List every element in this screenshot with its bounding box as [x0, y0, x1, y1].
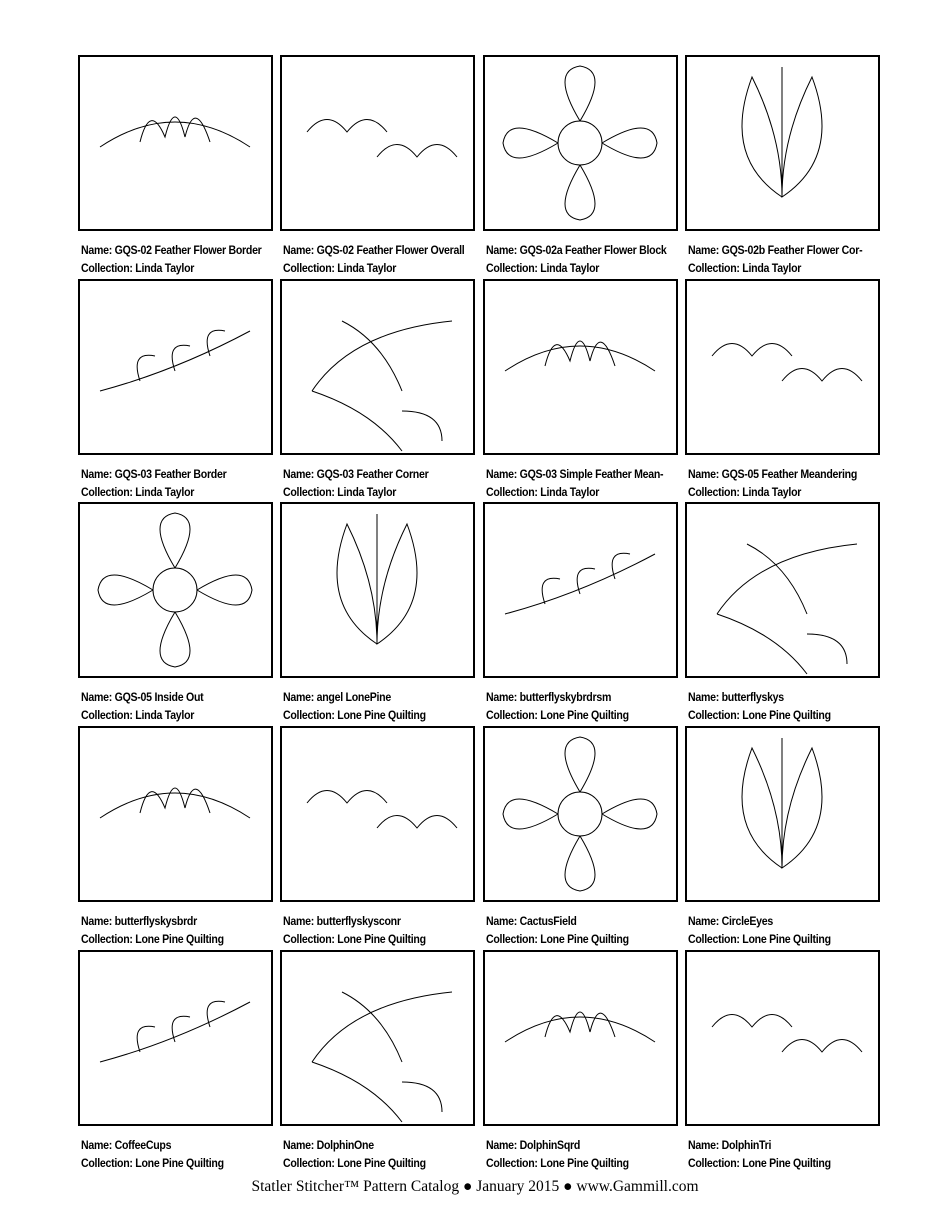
pattern-card — [483, 950, 678, 1173]
pattern-card — [78, 279, 273, 502]
collection-prefix: Collection: — [486, 934, 541, 946]
name-prefix: Name: — [486, 1140, 520, 1152]
pattern-collection — [81, 260, 258, 278]
collection-prefix: Collection: — [486, 710, 541, 722]
pattern-collection — [688, 707, 865, 725]
pattern-thumbnail — [483, 950, 678, 1126]
pattern-card — [78, 55, 273, 278]
collection-prefix: Collection: — [486, 487, 541, 499]
collection-prefix: Collection: — [688, 487, 743, 499]
pattern-name — [81, 466, 258, 484]
pattern-collection — [486, 1155, 663, 1173]
pattern-name — [283, 1137, 460, 1155]
name-prefix: Name: — [486, 692, 520, 704]
pattern-collection-value: Lone Pine Quilting — [135, 1158, 224, 1170]
collection-prefix: Collection: — [81, 263, 136, 275]
collection-prefix: Collection: — [81, 1158, 136, 1170]
name-prefix: Name: — [688, 469, 722, 481]
pattern-collection-value: Linda Taylor — [135, 263, 195, 275]
pattern-collection — [283, 707, 460, 725]
pattern-name-value: DolphinTri — [721, 1140, 772, 1152]
pattern-collection-value: Lone Pine Quilting — [337, 1158, 426, 1170]
pattern-collection-value: Lone Pine Quilting — [540, 934, 629, 946]
pattern-collection — [283, 931, 460, 949]
pattern-card — [483, 726, 678, 949]
pattern-name — [486, 242, 667, 260]
pattern-thumbnail — [483, 279, 678, 455]
pattern-collection-value: Linda Taylor — [337, 487, 397, 499]
name-prefix: Name: — [283, 1140, 317, 1152]
pattern-card — [685, 55, 880, 278]
pattern-name — [81, 242, 262, 260]
collection-prefix: Collection: — [486, 1158, 541, 1170]
collection-prefix: Collection: — [283, 263, 338, 275]
name-prefix: Name: — [81, 469, 115, 481]
name-prefix: Name: — [688, 916, 722, 928]
collection-prefix: Collection: — [486, 263, 541, 275]
name-prefix: Name: — [81, 916, 115, 928]
pattern-collection — [81, 931, 258, 949]
pattern-collection — [486, 931, 663, 949]
pattern-image — [485, 728, 676, 900]
pattern-name-value: butterflyskybrdrsm — [519, 692, 612, 704]
pattern-image — [282, 281, 473, 453]
pattern-name — [688, 466, 865, 484]
pattern-image — [687, 281, 878, 453]
pattern-image — [485, 57, 676, 229]
pattern-collection — [283, 484, 460, 502]
pattern-collection-value: Lone Pine Quilting — [742, 934, 831, 946]
pattern-collection — [486, 707, 663, 725]
collection-prefix: Collection: — [283, 710, 338, 722]
pattern-image — [485, 952, 676, 1124]
pattern-thumbnail — [685, 950, 880, 1126]
name-prefix: Name: — [486, 245, 520, 257]
pattern-thumbnail — [483, 55, 678, 231]
pattern-collection — [486, 260, 663, 278]
pattern-name-value: GQS-02a Feather Flower Block — [519, 245, 667, 257]
pattern-collection — [283, 260, 460, 278]
pattern-image — [687, 57, 878, 229]
pattern-card — [280, 950, 475, 1173]
pattern-thumbnail — [280, 279, 475, 455]
pattern-card — [78, 502, 273, 725]
pattern-collection — [486, 484, 663, 502]
pattern-thumbnail — [483, 502, 678, 678]
name-prefix: Name: — [283, 692, 317, 704]
pattern-card — [280, 279, 475, 502]
name-prefix: Name: — [688, 1140, 722, 1152]
pattern-collection-value: Linda Taylor — [135, 487, 195, 499]
name-prefix: Name: — [81, 1140, 115, 1152]
pattern-collection-value: Linda Taylor — [337, 263, 397, 275]
pattern-image — [485, 281, 676, 453]
collection-prefix: Collection: — [81, 710, 136, 722]
name-prefix: Name: — [283, 916, 317, 928]
pattern-card — [685, 950, 880, 1173]
pattern-name-value: GQS-02 Feather Flower Overall — [316, 245, 465, 257]
pattern-collection — [81, 484, 258, 502]
name-prefix: Name: — [688, 245, 722, 257]
pattern-name-value: GQS-05 Inside Out — [114, 692, 204, 704]
collection-prefix: Collection: — [688, 263, 743, 275]
pattern-collection — [688, 260, 865, 278]
pattern-image — [80, 728, 271, 900]
collection-prefix: Collection: — [688, 934, 743, 946]
pattern-name-value: angel LonePine — [316, 692, 391, 704]
pattern-name-value: GQS-03 Simple Feather Mean- — [519, 469, 664, 481]
collection-prefix: Collection: — [688, 710, 743, 722]
pattern-name-value: CircleEyes — [721, 916, 773, 928]
pattern-name — [81, 1137, 258, 1155]
pattern-collection — [81, 707, 258, 725]
pattern-collection-value: Lone Pine Quilting — [742, 710, 831, 722]
name-prefix: Name: — [688, 692, 722, 704]
pattern-collection — [688, 484, 865, 502]
name-prefix: Name: — [283, 245, 317, 257]
pattern-thumbnail — [280, 726, 475, 902]
collection-prefix: Collection: — [283, 1158, 338, 1170]
pattern-collection-value: Linda Taylor — [540, 487, 600, 499]
pattern-thumbnail — [685, 502, 880, 678]
collection-prefix: Collection: — [81, 934, 136, 946]
collection-prefix: Collection: — [283, 934, 338, 946]
pattern-name-value: GQS-05 Feather Meandering — [721, 469, 858, 481]
pattern-thumbnail — [483, 726, 678, 902]
pattern-image — [282, 952, 473, 1124]
name-prefix: Name: — [486, 469, 520, 481]
pattern-image — [282, 728, 473, 900]
pattern-thumbnail — [78, 279, 273, 455]
pattern-name — [283, 913, 460, 931]
pattern-name-value: butterflyskysconr — [316, 916, 401, 928]
pattern-name — [486, 1137, 663, 1155]
pattern-name-value: DolphinOne — [316, 1140, 374, 1152]
pattern-collection — [81, 1155, 258, 1173]
pattern-thumbnail — [685, 279, 880, 455]
pattern-card — [78, 726, 273, 949]
name-prefix: Name: — [81, 245, 115, 257]
pattern-card — [280, 502, 475, 725]
pattern-image — [485, 504, 676, 676]
pattern-card — [483, 55, 678, 278]
pattern-thumbnail — [280, 55, 475, 231]
pattern-card — [280, 726, 475, 949]
collection-prefix: Collection: — [283, 487, 338, 499]
pattern-thumbnail — [685, 55, 880, 231]
pattern-thumbnail — [280, 950, 475, 1126]
pattern-image — [282, 504, 473, 676]
pattern-card — [483, 279, 678, 502]
pattern-name-value: GQS-03 Feather Corner — [316, 469, 429, 481]
pattern-card — [685, 726, 880, 949]
pattern-name — [486, 466, 663, 484]
pattern-thumbnail — [78, 726, 273, 902]
pattern-name — [283, 466, 460, 484]
pattern-image — [80, 57, 271, 229]
pattern-name — [81, 913, 258, 931]
collection-prefix: Collection: — [81, 487, 136, 499]
name-prefix: Name: — [81, 692, 115, 704]
pattern-collection-value: Linda Taylor — [742, 263, 802, 275]
pattern-name — [486, 913, 663, 931]
name-prefix: Name: — [283, 469, 317, 481]
pattern-card — [78, 950, 273, 1173]
pattern-collection-value: Lone Pine Quilting — [540, 710, 629, 722]
pattern-collection-value: Lone Pine Quilting — [337, 934, 426, 946]
pattern-collection-value: Lone Pine Quilting — [540, 1158, 629, 1170]
pattern-name — [283, 689, 460, 707]
pattern-name-value: butterflyskysbrdr — [114, 916, 197, 928]
pattern-name-value: CactusField — [519, 916, 577, 928]
pattern-card — [685, 502, 880, 725]
pattern-collection-value: Linda Taylor — [742, 487, 802, 499]
pattern-image — [80, 952, 271, 1124]
pattern-collection-value: Lone Pine Quilting — [337, 710, 426, 722]
name-prefix: Name: — [486, 916, 520, 928]
collection-prefix: Collection: — [688, 1158, 743, 1170]
pattern-name — [486, 689, 663, 707]
pattern-thumbnail — [685, 726, 880, 902]
pattern-image — [80, 504, 271, 676]
pattern-thumbnail — [280, 502, 475, 678]
pattern-collection-value: Linda Taylor — [135, 710, 195, 722]
pattern-name-value: GQS-02b Feather Flower Cor- — [721, 245, 863, 257]
pattern-collection — [283, 1155, 460, 1173]
pattern-thumbnail — [78, 502, 273, 678]
pattern-thumbnail — [78, 55, 273, 231]
pattern-name-value: CoffeeCups — [114, 1140, 172, 1152]
pattern-name-value: butterflyskys — [721, 692, 784, 704]
pattern-name — [688, 689, 865, 707]
pattern-image — [687, 952, 878, 1124]
pattern-name-value: GQS-02 Feather Flower Border — [114, 245, 262, 257]
pattern-image — [687, 504, 878, 676]
pattern-name — [688, 1137, 865, 1155]
page-footer: Statler Stitcher™ Pattern Catalog ● January 2015 ● www.Gammill.com — [251, 1178, 699, 1195]
pattern-image — [687, 728, 878, 900]
pattern-name-value: DolphinSqrd — [519, 1140, 581, 1152]
pattern-collection — [688, 1155, 865, 1173]
pattern-collection-value: Lone Pine Quilting — [135, 934, 224, 946]
pattern-card — [685, 279, 880, 502]
pattern-name-value: GQS-03 Feather Border — [114, 469, 227, 481]
pattern-thumbnail — [78, 950, 273, 1126]
pattern-collection-value: Linda Taylor — [540, 263, 600, 275]
pattern-collection — [688, 931, 865, 949]
pattern-name — [688, 242, 865, 260]
pattern-image — [80, 281, 271, 453]
pattern-card — [280, 55, 475, 278]
pattern-name — [688, 913, 865, 931]
pattern-collection-value: Lone Pine Quilting — [742, 1158, 831, 1170]
pattern-image — [282, 57, 473, 229]
pattern-card — [483, 502, 678, 725]
pattern-name — [81, 689, 258, 707]
pattern-name — [283, 242, 465, 260]
